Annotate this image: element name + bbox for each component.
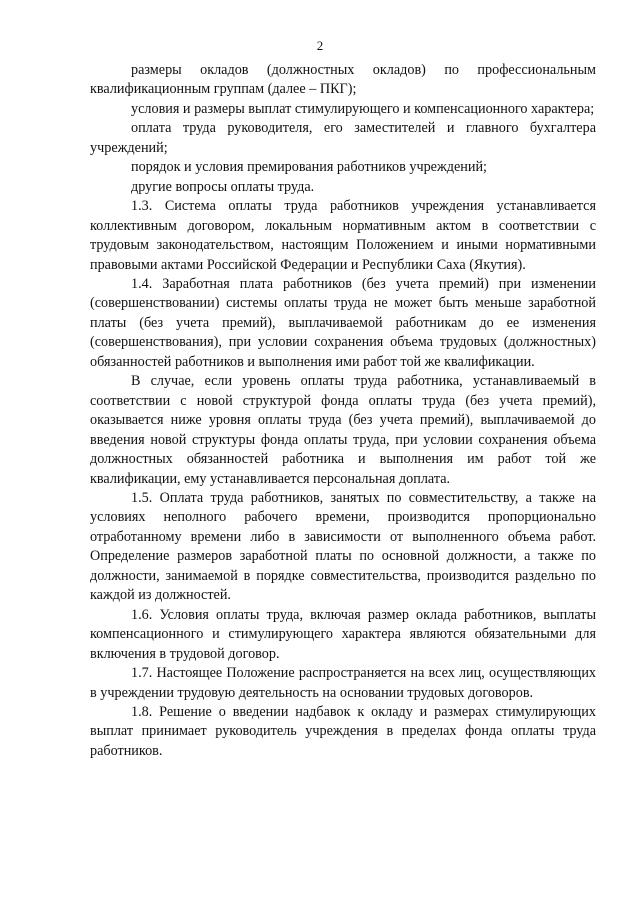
- paragraph-bonus-procedure: порядок и условия премирования работников учреждений;: [131, 159, 488, 176]
- paragraph-1-3: 1.3. Система оплаты труда работников учреждения устанавливается коллективным договором, локальным нормативным актом в соответствии с трудовым законодательством, настоящим Положением и иными нормативными правовыми актами Российской Федерации и Республики Саха (Якутия).: [90, 198, 596, 273]
- paragraph-1-5: 1.5. Оплата труда работников, занятых по совместительству, а также на условиях неполного рабочего времени, производится пропорционально отработанному времени либо в зависимости от выполненного объема работ. Определение размеров заработной платы по основной должности, а также по должности, занимаемой в порядке совместительства, производится раздельно по каждой из должностей.: [90, 489, 596, 604]
- document-body: [90, 61, 596, 761]
- paragraph-1-4: 1.4. Заработная плата работников (без учета премий) при изменении (совершенствовании) системы оплаты труда не может быть меньше заработной платы (без учета премий), выплачиваемой работникам до ее изменения (совершенствования), при условии сохранения объема трудовых (должностных) обязанностей работников и выполнения ими работ той же квалификации.: [90, 275, 596, 370]
- paragraph-personal-surcharge: В случае, если уровень оплаты труда работника, устанавливаемый в соответствии с новой структурой фонда оплаты труда (без учета премий), оказывается ниже уровня оплаты труда (без учета премий), выплачиваемой до введения новой структуры фонда оплаты труда, при условии сохранения объема должностных обязанностей работника и выполнения им работ той же квалификации, ему устанавливается персональная доплата.: [90, 373, 596, 487]
- paragraph-1-8: 1.8. Решение о введении надбавок к окладу и размерах стимулирующих выплат принимает руководитель учреждения в пределах фонда оплаты труда работников.: [90, 703, 596, 759]
- paragraph-salary-sizes: размеры окладов (должностных окладов) по профессиональным квалификационным группам (далее – ПКГ);: [90, 62, 596, 98]
- paragraph-1-6: 1.6. Условия оплаты труда, включая размер оклада работников, выплаты компенсационного и стимулирующего характера являются обязательными для включения в трудовой договор.: [90, 606, 596, 662]
- paragraph-manager-pay: оплата труда руководителя, его заместителей и главного бухгалтера учреждений;: [90, 120, 596, 156]
- paragraph-1-7: 1.7. Настоящее Положение распространяется на всех лиц, осуществляющих в учреждении трудовую деятельность на основании трудовых договоров.: [90, 665, 596, 701]
- paragraph-other-questions: другие вопросы оплаты труда.: [131, 178, 315, 195]
- paragraph-incentive-conditions: условия и размеры выплат стимулирующего и компенсационного характера;: [131, 100, 595, 117]
- page-number: 2: [316, 38, 324, 53]
